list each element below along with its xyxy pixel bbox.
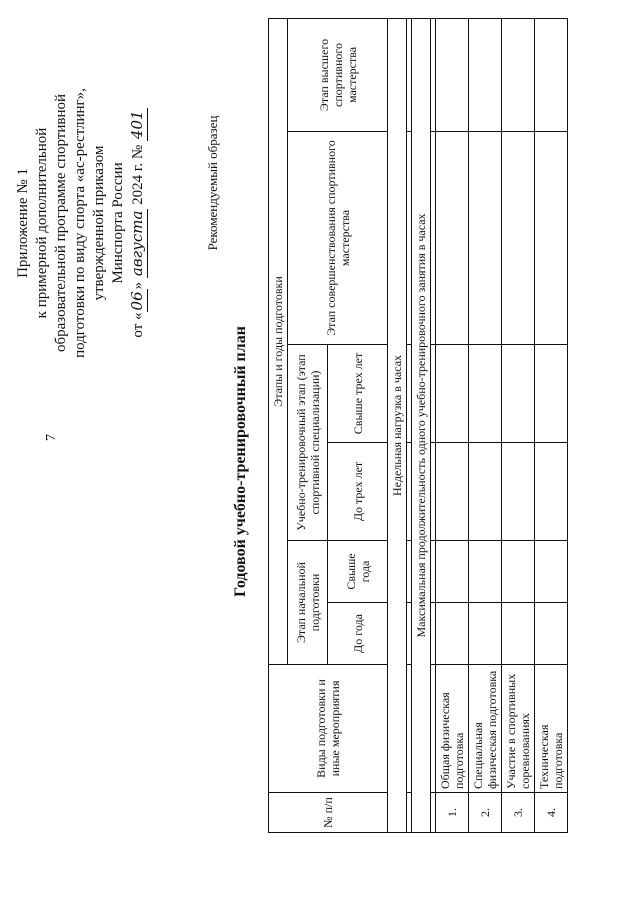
page-number: 7 [44,434,59,441]
appendix-line-2: к примерной дополнительной [34,127,50,319]
handwritten-order-number: 401 [128,110,146,140]
header-up-to-three-years: До трех лет [328,443,388,541]
weekly-load-row: Недельная нагрузка в часах [388,18,407,832]
row-number: 1. [436,793,469,833]
header-over-year: Свыше года [328,541,388,603]
max-duration-row: Максимальная продолжительность одного учебно-тренировочного занятия в часах [412,18,431,832]
header-up-to-year: До года [328,603,388,665]
row-number: 4. [535,793,568,833]
document-title: Годовой учебно-тренировочный план [232,326,249,597]
table-row [469,18,502,832]
table-row [502,18,535,832]
order-date-line [128,23,148,423]
header-stage-improvement: Этап совершенствования спортивного мастерства [288,132,388,345]
row-name: Техническая подготовка [535,665,568,793]
header-number: № п/п [269,793,388,833]
header-stages: Этапы и годы подготовки [269,18,288,664]
table-row [436,18,469,832]
table-row [535,18,568,832]
row-name: Участие в спортивных соревнованиях [502,665,535,793]
header-over-three-years: Свыше трех лет [328,345,388,443]
row-name: Общая физическая подготовка [436,665,469,793]
row-number: 2. [469,793,502,833]
date-mid: » [130,278,146,290]
row-number: 3. [502,793,535,833]
date-year: 2024 г. № [130,144,146,209]
appendix-line-3: образовательной программе спортивной [53,93,69,353]
header-stage-higher: Этап высшего спортивного мастерства [288,18,388,131]
handwritten-day: 06 [128,291,146,311]
date-prefix: от « [130,312,146,338]
handwritten-month: августа [128,210,146,277]
appendix-line-4: подготовки по виду спорта «ас-рестлинг», [72,88,88,358]
sample-label: Рекомендуемый образец [205,115,220,251]
appendix-line-6: Минспорта России [110,162,126,284]
appendix-line-1: Приложение № 1 [15,168,31,278]
appendix-header [14,23,148,423]
header-stage-initial: Этап начальной подготовки [288,541,328,665]
header-kinds: Виды подготовки и иные мероприятия [269,665,388,793]
header-stage-training: Учебно-тренировочный этап (этап спортивной специализации) [288,345,328,541]
row-name: Специальная физическая подготовка [469,665,502,793]
appendix-line-5: утвержденной приказом [91,145,107,301]
annual-plan-table [268,18,568,833]
